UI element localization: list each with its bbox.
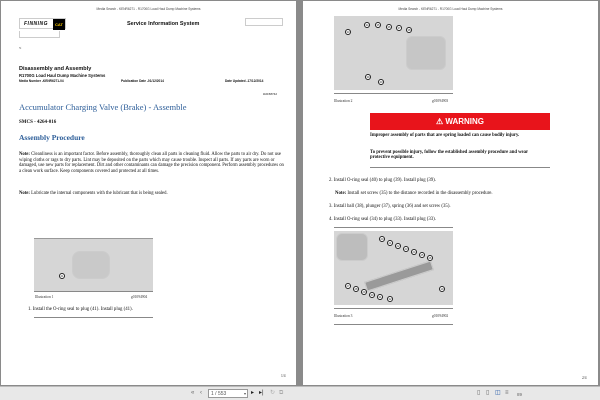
callout: 22: [396, 245, 400, 248]
note-set-screw: [335, 191, 493, 197]
callout: 19: [440, 288, 444, 291]
step-4: 4. Install O-ring seal (34) to plug (33). Install plug (33).: [329, 217, 436, 222]
machine-name: R1700G Load Haul Dump Machine Systems: [19, 73, 106, 78]
illustration-label: Illustration 3: [334, 314, 353, 318]
finning-cat-logo: FINNING CAT: [19, 18, 66, 29]
bookmark-view-icon[interactable]: ▯: [486, 390, 490, 396]
warning-triangle-icon: ⚠: [435, 117, 444, 126]
zoom-level[interactable]: 89: [517, 392, 523, 397]
illustration-1-image: [34, 238, 153, 292]
callout: 36: [387, 26, 391, 29]
callout: 34: [365, 24, 369, 27]
warning-text-1: Improper assembly of parts that are spring loaded can cause bodily injury.: [370, 133, 520, 138]
next-page-icon[interactable]: ▸: [251, 390, 255, 396]
header-box: [245, 18, 283, 26]
note-text: Cleanliness is an important factor. Before assembly, thoroughly clean all parts in cleaning fluid. Allow the parts to air dry. Do not use wiping cloths or rags to dry parts. Lint may be deposited on the parts which may cause trouble. Inspect all parts. If any parts are worn or damaged, use new parts for replacement. Dirt and other contaminants can damage the precision component. Perform assembly procedures on a clean work surface. Keep components covered and protected at all times.: [19, 152, 284, 174]
divider: [370, 167, 550, 168]
smcs-code: SMCS - 4264-016: [19, 120, 57, 125]
callout: 23: [404, 248, 408, 251]
illustration-id: g01094902: [432, 314, 449, 318]
note-cleanliness: [19, 152, 284, 174]
callout: 29: [362, 291, 366, 294]
callout: 30: [370, 294, 374, 297]
divider: [334, 324, 453, 325]
page-number: 1/4: [281, 374, 286, 378]
header-box: [19, 31, 60, 38]
callout: 40: [379, 81, 383, 84]
callout: 37: [397, 27, 401, 30]
page-header: Media Search - KENR6271 - R1700G Load Haul Dump Machine Systems: [398, 7, 503, 11]
illustration-id: g01094904: [131, 295, 148, 299]
system-title: Service Information System: [127, 21, 200, 27]
divider: [334, 308, 453, 309]
step-3: 3. Install ball (38), plunger (37), spring (36) and set screw (35).: [329, 204, 451, 209]
callout: 41: [60, 275, 64, 278]
divider: [334, 227, 453, 228]
note-text: Lubricate the internal components with the lubricant that is being sealed.: [31, 191, 168, 196]
rotate-icon[interactable]: ↻: [270, 390, 276, 396]
section-heading: Assembly Procedure: [19, 133, 85, 142]
two-page-view-icon[interactable]: ◫: [495, 390, 501, 396]
callout: 35: [376, 24, 380, 27]
illustration-id: g01094903: [432, 99, 449, 103]
scroll-view-icon[interactable]: ≡: [505, 390, 509, 396]
warning-title: WARNING: [445, 117, 485, 126]
divider: [34, 291, 153, 292]
valve-body-shape: [336, 233, 368, 261]
warning-text-2: To prevent possible injury, follow the established assembly procedure and wear protective equipment.: [370, 150, 528, 161]
first-page-icon[interactable]: «: [191, 390, 195, 396]
note-label: Note:: [19, 152, 30, 157]
doc-id: i02158742: [263, 92, 278, 96]
page-number: 2/4: [582, 376, 587, 380]
page-input-value: 1 / 553: [211, 391, 227, 397]
callout: 27: [346, 285, 350, 288]
illustration-3-image: [334, 231, 453, 305]
dropdown-icon[interactable]: ▾: [243, 391, 246, 396]
media-number: Media Number -KENR6271-04: [19, 79, 64, 83]
back-link[interactable]: <: [19, 45, 22, 50]
last-page-icon[interactable]: ▸|: [259, 390, 264, 396]
article-title: Accumulator Charging Valve (Brake) - Assemble: [19, 102, 187, 112]
callout: 39: [366, 76, 370, 79]
callout: 31: [378, 296, 382, 299]
page-number-input[interactable]: [208, 389, 248, 398]
note-label: Note:: [19, 191, 30, 196]
spool-shape: [364, 260, 434, 291]
single-page-view-icon[interactable]: ▯: [477, 390, 481, 396]
pdf-page-1: [1, 1, 296, 385]
illustration-label: Illustration 2: [334, 99, 353, 103]
callout: 33: [346, 31, 350, 34]
callout: 25: [420, 254, 424, 257]
callout: 32: [388, 298, 392, 301]
pdf-page-2: [303, 1, 598, 385]
callout: 38: [407, 29, 411, 32]
valve-body-shape: [72, 251, 110, 279]
note-lubricate: [19, 191, 168, 197]
callout: 24: [412, 251, 416, 254]
warning-banner: [370, 113, 550, 130]
step-2: 2. Install O-ring seal (40) to plug (39). Install plug (39).: [329, 178, 436, 183]
callout: 21: [388, 242, 392, 245]
previous-page-icon[interactable]: ‹: [200, 390, 202, 396]
callout: 28: [354, 288, 358, 291]
step-1: 1. Install the O-ring seal to plug (41). Install plug (41).: [28, 307, 133, 312]
illustration-label: Illustration 1: [35, 295, 54, 299]
note-text: Install set screw (35) to the distance recorded in the disassembly procedure.: [347, 191, 493, 196]
divider: [34, 317, 153, 318]
copy-icon[interactable]: ⧉: [279, 390, 284, 396]
valve-body-shape: [406, 36, 446, 70]
callout: 20: [380, 238, 384, 241]
divider: [334, 93, 453, 94]
pdf-toolbar: [0, 386, 600, 400]
note-label: Note:: [335, 191, 347, 196]
doc-type: Disassembly and Assembly: [19, 66, 92, 72]
date-updated: Date Updated -17/12/2014: [225, 79, 264, 83]
publication-date: Publication Date -01/12/2014: [121, 79, 164, 83]
callout: 26: [428, 257, 432, 260]
illustration-2-image: [334, 16, 453, 90]
page-header: Media Search - KENR6271 - R1700G Load Haul Dump Machine Systems: [96, 7, 201, 11]
